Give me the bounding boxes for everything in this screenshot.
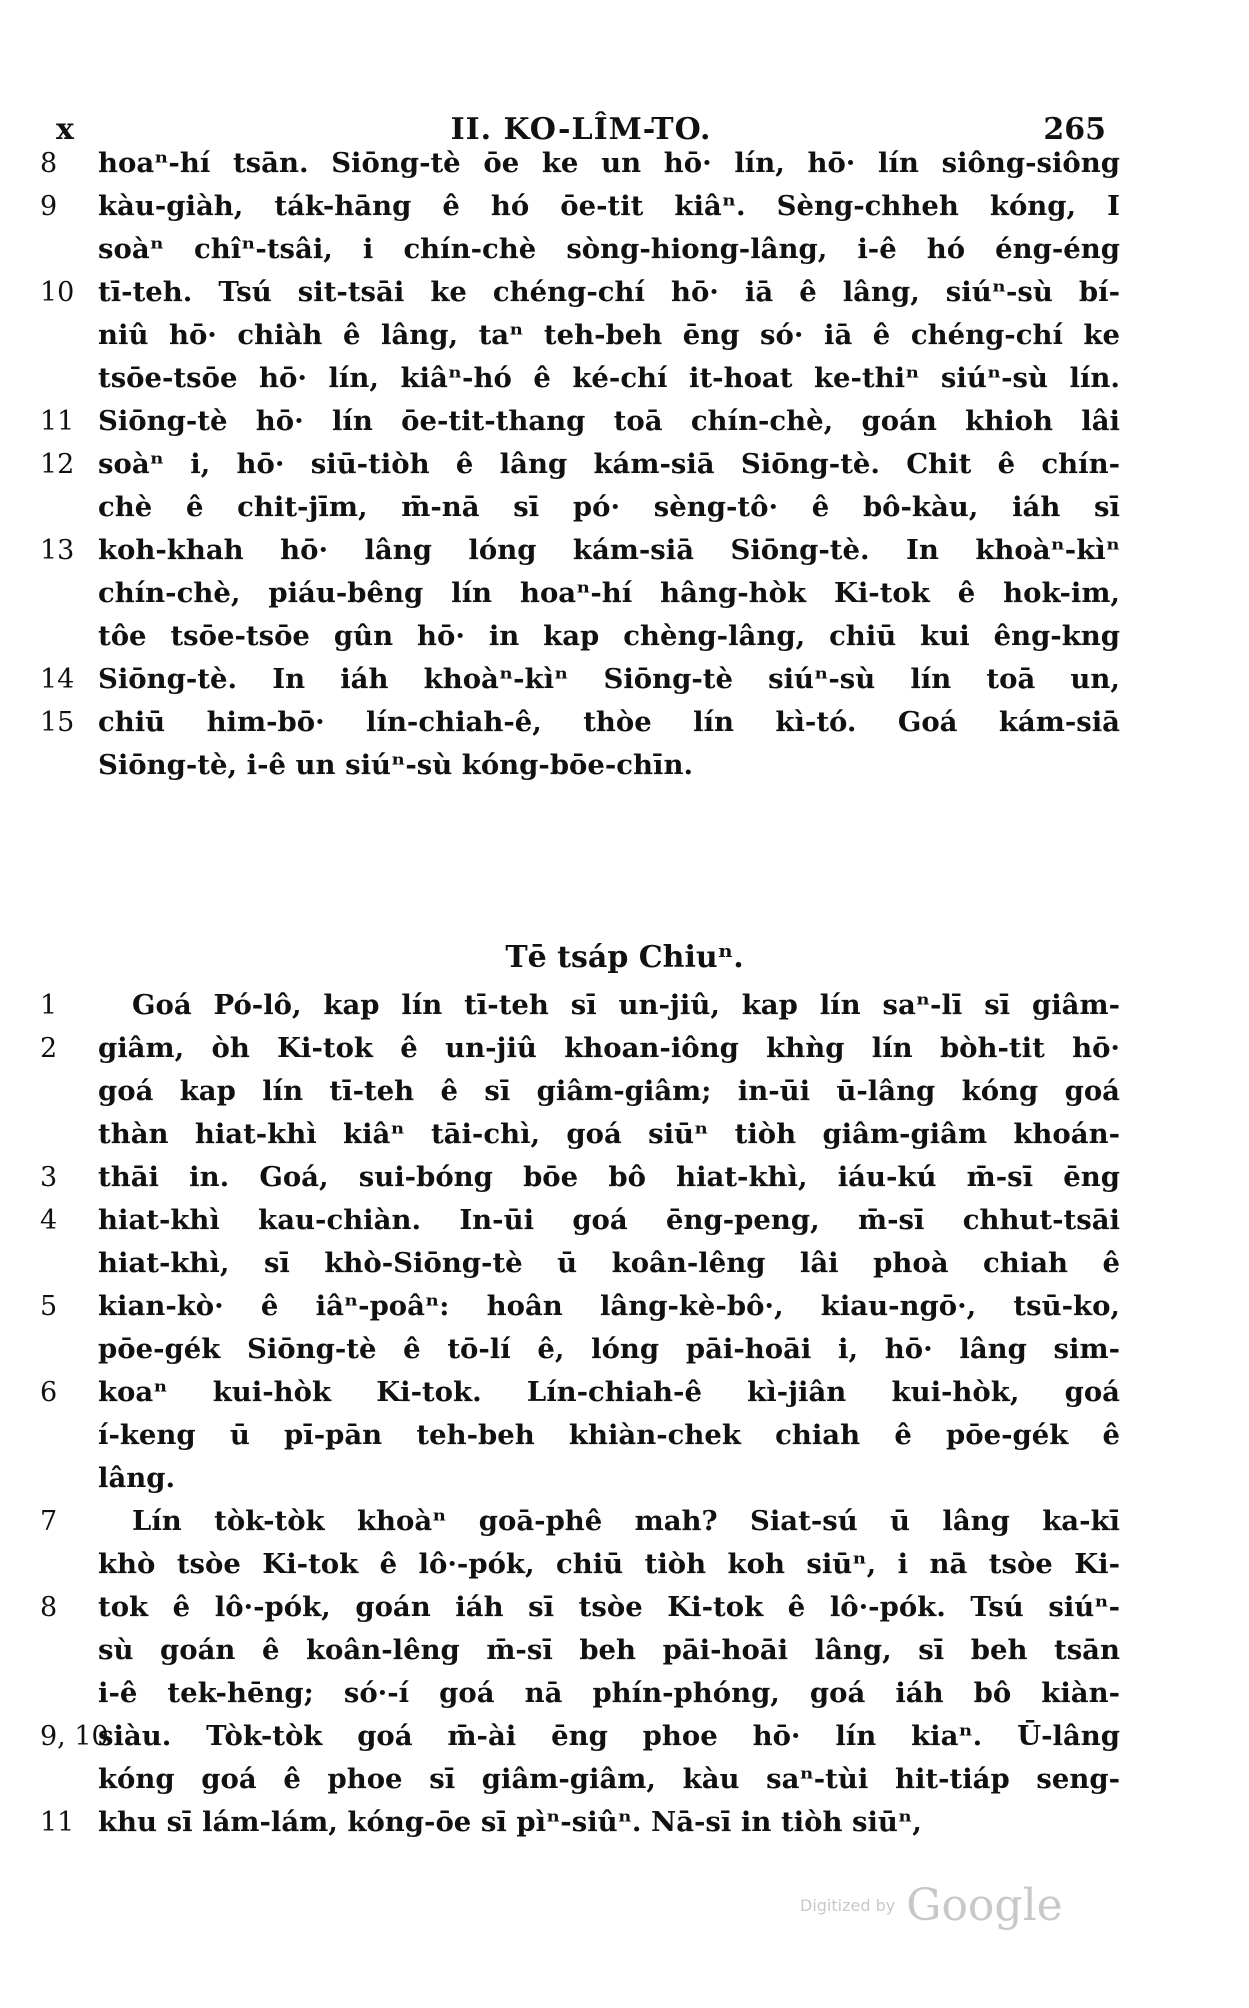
line-text: thàn hiat-khì kiâⁿ tāi-chì, goá siūⁿ tiòh giâm-giâm khoán- xyxy=(98,1118,1120,1150)
line-text: khu sī lám-lám, kóng-ōe sī pìⁿ-siûⁿ. Nā-sī in tiòh siūⁿ, xyxy=(98,1806,922,1838)
text-line xyxy=(40,400,1120,443)
text-line xyxy=(40,701,1120,744)
line-text: tsōe-tsōe hō· lín, kiâⁿ-hó ê ké-chí it-hoat ke-thiⁿ siúⁿ-sù lín. xyxy=(98,362,1120,394)
text-line xyxy=(40,1414,1120,1457)
google-logo: Google xyxy=(906,1880,1063,1931)
verse-number: 11 xyxy=(40,1807,75,1838)
page-number: 265 xyxy=(1043,112,1106,147)
line-text: i-ê tek-hēng; só·-í goá nā phín-phóng, goá iáh bô kiàn- xyxy=(98,1677,1120,1709)
verse-number: 3 xyxy=(40,1162,58,1193)
text-line xyxy=(40,1543,1120,1586)
line-text: siàu. Tòk-tòk goá m̄-ài ēng phoe hō· lín kiaⁿ. Ū-lâng xyxy=(98,1720,1120,1752)
line-text: í-keng ū pī-pān teh-beh khiàn-chek chiah ê pōe-gék ê xyxy=(98,1419,1120,1451)
line-text: tī-teh. Tsú sit-tsāi ke chéng-chí hō· iā ê lâng, siúⁿ-sù bí- xyxy=(98,276,1120,308)
line-text: thāi in. Goá, sui-bóng bōe bô hiat-khì, iáu-kú m̄-sī ēng xyxy=(98,1161,1120,1193)
text-line xyxy=(40,357,1120,400)
text-line xyxy=(40,615,1120,658)
text-line xyxy=(40,572,1120,615)
line-text: Lín tòk-tòk khoàⁿ goā-phê mah? Siat-sú ū lâng ka-kī xyxy=(132,1505,1120,1537)
verse-number: 9, 10 xyxy=(40,1721,109,1752)
line-text: hoaⁿ-hí tsān. Siōng-tè ōe ke un hō· lín, hō· lín siông-siông xyxy=(98,147,1120,179)
line-text: chín-chè, piáu-bêng lín hoaⁿ-hí hâng-hòk Ki-tok ê hok-im, xyxy=(98,577,1120,609)
verse-number: 13 xyxy=(40,535,75,566)
verse-number: 4 xyxy=(40,1205,58,1236)
text-line xyxy=(40,314,1120,357)
text-line xyxy=(40,1758,1120,1801)
verse-number: 10 xyxy=(40,277,75,308)
line-text: niû hō· chiàh ê lâng, taⁿ teh-beh ēng só· iā ê chéng-chí ke xyxy=(98,319,1120,351)
line-text: soàⁿ chîⁿ-tsâi, i chín-chè sòng-hiong-lâng, i-ê hó éng-éng xyxy=(98,233,1120,265)
text-line xyxy=(40,1715,1120,1758)
line-text: Siōng-tè, i-ê un siúⁿ-sù kóng-bōe-chīn. xyxy=(98,749,694,781)
line-text: tôe tsōe-tsōe gûn hō· in kap chèng-lâng, chiū kui êng-kng xyxy=(98,620,1120,652)
line-text: giâm, òh Ki-tok ê un-jiû khoan-iông khǹg lín bòh-tit hō· xyxy=(98,1032,1120,1064)
verse-number: 9 xyxy=(40,191,58,222)
text-line xyxy=(40,1070,1120,1113)
line-text: koaⁿ kui-hòk Ki-tok. Lín-chiah-ê kì-jiân kui-hòk, goá xyxy=(98,1376,1120,1408)
line-text: chiū him-bō· lín-chiah-ê, thòe lín kì-tó. Goá kám-siā xyxy=(98,706,1120,738)
text-line xyxy=(40,1457,1120,1500)
text-line xyxy=(40,984,1120,1027)
text-line xyxy=(40,1027,1120,1070)
chapter-text xyxy=(40,984,1120,1844)
line-text: Goá Pó-lô, kap lín tī-teh sī un-jiû, kap lín saⁿ-lī sī giâm- xyxy=(132,989,1120,1021)
verse-number: 11 xyxy=(40,406,75,437)
text-line xyxy=(40,1672,1120,1715)
text-line xyxy=(40,1586,1120,1629)
chapter-heading: Tē tsáp Chiuⁿ. xyxy=(505,940,744,975)
text-line xyxy=(40,529,1120,572)
text-line xyxy=(40,1629,1120,1672)
text-line xyxy=(40,1801,1120,1844)
text-line xyxy=(40,486,1120,529)
line-text: lâng. xyxy=(98,1462,176,1494)
line-text: sù goán ê koân-lêng m̄-sī beh pāi-hoāi lâng, sī beh tsān xyxy=(98,1634,1120,1666)
text-line xyxy=(40,658,1120,701)
text-line xyxy=(40,228,1120,271)
verse-number: 8 xyxy=(40,148,58,179)
watermark-prefix: Digitized by xyxy=(800,1896,896,1915)
verse-number: 14 xyxy=(40,664,75,695)
text-line xyxy=(40,744,1120,787)
verse-number: 7 xyxy=(40,1506,58,1537)
text-line xyxy=(40,443,1120,486)
line-text: tok ê lô·-pók, goán iáh sī tsòe Ki-tok ê lô·-pók. Tsú siúⁿ- xyxy=(98,1591,1120,1623)
running-title: II. KO-LÎM-TO. xyxy=(450,112,712,147)
digitization-watermark xyxy=(800,1880,1063,1931)
text-line xyxy=(40,185,1120,228)
text-line xyxy=(40,1242,1120,1285)
line-text: hiat-khì kau-chiàn. In-ūi goá ēng-peng, m̄-sī chhut-tsāi xyxy=(98,1204,1120,1236)
text-line xyxy=(40,142,1120,185)
line-text: koh-khah hō· lâng lóng kám-siā Siōng-tè. In khoàⁿ-kìⁿ xyxy=(98,534,1120,566)
verse-number: 1 xyxy=(40,990,58,1021)
verse-number: 5 xyxy=(40,1291,58,1322)
line-text: kàu-giàh, ták-hāng ê hó ōe-tit kiâⁿ. Sèng-chheh kóng, I xyxy=(98,190,1120,222)
line-text: khò tsòe Ki-tok ê lô·-pók, chiū tiòh koh siūⁿ, i nā tsòe Ki- xyxy=(98,1548,1120,1580)
verse-number: 6 xyxy=(40,1377,58,1408)
line-text: hiat-khì, sī khò-Siōng-tè ū koân-lêng lâi phoà chiah ê xyxy=(98,1247,1120,1279)
text-line xyxy=(40,1285,1120,1328)
chapter-end-text xyxy=(40,142,1120,787)
verse-number: 2 xyxy=(40,1033,58,1064)
text-line xyxy=(40,1328,1120,1371)
text-line xyxy=(40,271,1120,314)
verse-number: 12 xyxy=(40,449,75,480)
signature-mark: x xyxy=(56,112,74,147)
text-line xyxy=(40,1500,1120,1543)
line-text: kian-kò· ê iâⁿ-poâⁿ: hoân lâng-kè-bô·, kiau-ngō·, tsū-ko, xyxy=(98,1290,1120,1322)
verse-number: 15 xyxy=(40,707,75,738)
text-line xyxy=(40,1199,1120,1242)
line-text: soàⁿ i, hō· siū-tiòh ê lâng kám-siā Siōng-tè. Chit ê chín- xyxy=(98,448,1120,480)
text-line xyxy=(40,1156,1120,1199)
line-text: Siōng-tè hō· lín ōe-tit-thang toā chín-chè, goán khioh lâi xyxy=(98,405,1120,437)
line-text: goá kap lín tī-teh ê sī giâm-giâm; in-ūi ū-lâng kóng goá xyxy=(98,1075,1120,1107)
line-text: chè ê chit-jīm, m̄-nā sī pó· sèng-tô· ê bô-kàu, iáh sī xyxy=(98,491,1120,523)
line-text: Siōng-tè. In iáh khoàⁿ-kìⁿ Siōng-tè siúⁿ-sù lín toā un, xyxy=(98,663,1120,695)
line-text: pōe-gék Siōng-tè ê tō-lí ê, lóng pāi-hoāi i, hō· lâng sim- xyxy=(98,1333,1120,1365)
text-line xyxy=(40,1113,1120,1156)
text-line xyxy=(40,1371,1120,1414)
verse-number: 8 xyxy=(40,1592,58,1623)
line-text: kóng goá ê phoe sī giâm-giâm, kàu saⁿ-tùi hit-tiáp seng- xyxy=(98,1763,1120,1795)
